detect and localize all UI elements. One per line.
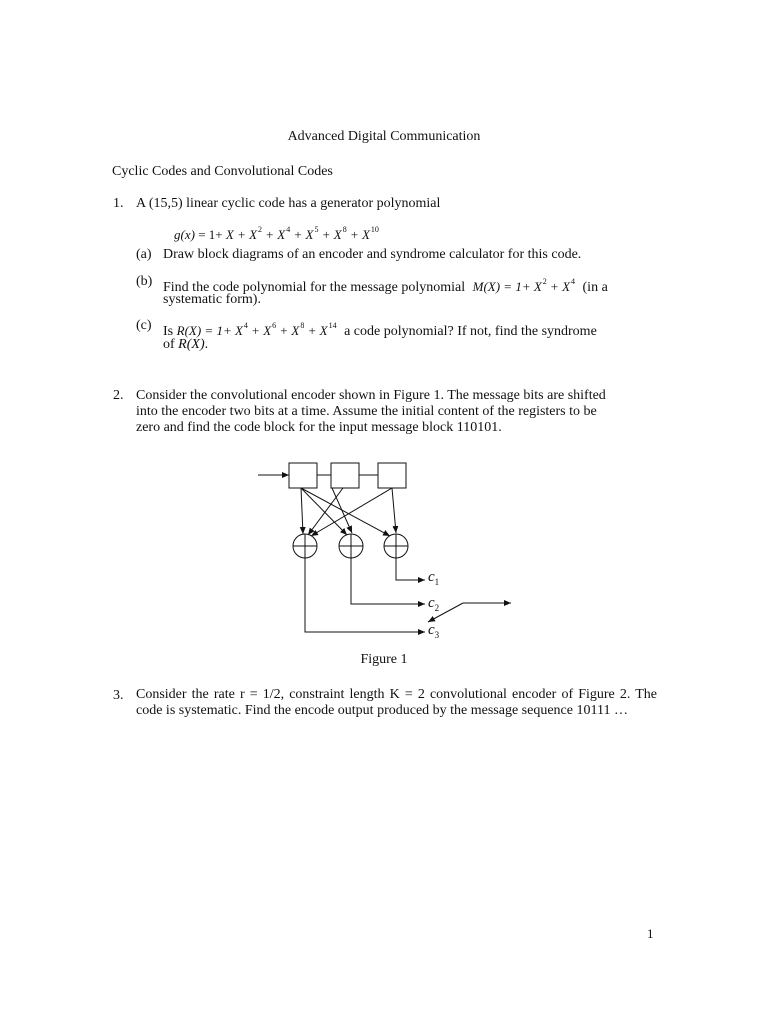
generator-exponent: 10 — [370, 225, 379, 234]
message-poly-plus: + X — [546, 279, 571, 294]
q1b-text-line2: systematic form). — [163, 292, 261, 307]
adder — [293, 534, 317, 558]
output-label-c2: $c_2$ — [428, 595, 440, 613]
received-exp: 6 — [272, 321, 277, 330]
generator-term: X — [225, 227, 234, 242]
section-heading: Cyclic Codes and Convolutional Codes — [112, 164, 333, 179]
received-plus: + X — [247, 323, 272, 338]
q3-number: 3. — [113, 688, 124, 703]
q1c-of: of — [163, 337, 175, 352]
output-c2-line — [351, 558, 425, 604]
shift-register — [289, 463, 317, 488]
generator-term: + X — [349, 227, 370, 242]
tap-line — [332, 488, 352, 533]
message-exp: 4 — [571, 277, 576, 286]
generator-term: + X — [265, 227, 286, 242]
shift-register — [331, 463, 359, 488]
output-label-c3: $c_3$ — [428, 622, 440, 640]
page-number: 1 — [647, 926, 654, 941]
adder — [339, 534, 363, 558]
message-poly-lhs: M(X) — [472, 279, 501, 294]
received-plus: + X — [304, 323, 328, 338]
adder — [384, 534, 408, 558]
q1c-text-main: a code polynomial? If not, find the syndrome — [344, 324, 597, 339]
q1c-period: . — [204, 337, 209, 352]
document-title: Advanced Digital Communication — [287, 129, 481, 144]
message-poly-rhs: = 1+ X — [500, 279, 542, 294]
generator-exponent: 4 — [286, 225, 291, 234]
output-c3-line — [305, 558, 425, 632]
generator-term: + X — [321, 227, 342, 242]
q1c-label: (c) — [136, 318, 152, 333]
tap-line — [311, 488, 392, 536]
generator-lhs: g(x) — [174, 227, 195, 242]
message-exp: 2 — [542, 277, 547, 286]
q1c-of-poly: R(X) — [178, 337, 205, 352]
output-c1-line — [396, 558, 425, 580]
q1b-label: (b) — [136, 274, 153, 289]
q2-line: zero and find the code block for the input message block 110101. — [136, 420, 502, 435]
tap-line — [301, 488, 390, 536]
generator-exponent: 2 — [258, 225, 263, 234]
q2-line: into the encoder two bits at a time. Assume the initial content of the registers to be — [136, 404, 597, 419]
received-lhs: R(X) — [176, 323, 202, 338]
shift-register — [378, 463, 406, 488]
generator-term: + X — [237, 227, 258, 242]
q1-text: A (15,5) linear cyclic code has a generator polynomial — [136, 196, 441, 211]
received-rhs: = 1+ X — [201, 323, 243, 338]
q3-text: Consider the rate r = 1/2, constraint length K = 2 convolutional encoder of Figure 2. The code is systematic. Find the encode output produced by the message sequence 10111 … — [136, 687, 657, 718]
tap-line — [301, 488, 303, 534]
q1c-is: Is — [163, 324, 174, 339]
generator-eq: = 1+ — [194, 227, 226, 242]
generator-exponent: 5 — [314, 225, 319, 234]
q1a-label: (a) — [136, 247, 152, 262]
q1a-text: Draw block diagrams of an encoder and syndrome calculator for this code. — [163, 247, 582, 262]
received-plus: + X — [276, 323, 300, 338]
output-label-c1: $c_1$ — [428, 569, 440, 587]
received-exp: 8 — [300, 321, 305, 330]
tap-line — [392, 488, 396, 533]
received-exp: 4 — [243, 321, 248, 330]
q2-line: Consider the convolutional encoder shown in Figure 1. The message bits are shifted — [136, 388, 606, 403]
figure1-caption: Figure 1 — [360, 652, 408, 667]
q2-number: 2. — [113, 388, 124, 403]
generator-term: + X — [293, 227, 314, 242]
received-exp: 14 — [328, 321, 337, 330]
q1b-text-tail: (in a — [582, 280, 608, 295]
generator-exponent: 8 — [342, 225, 347, 234]
q1-number: 1. — [113, 196, 124, 211]
q1b-text-main: Find the code polynomial for the message polynomial — [163, 280, 466, 295]
